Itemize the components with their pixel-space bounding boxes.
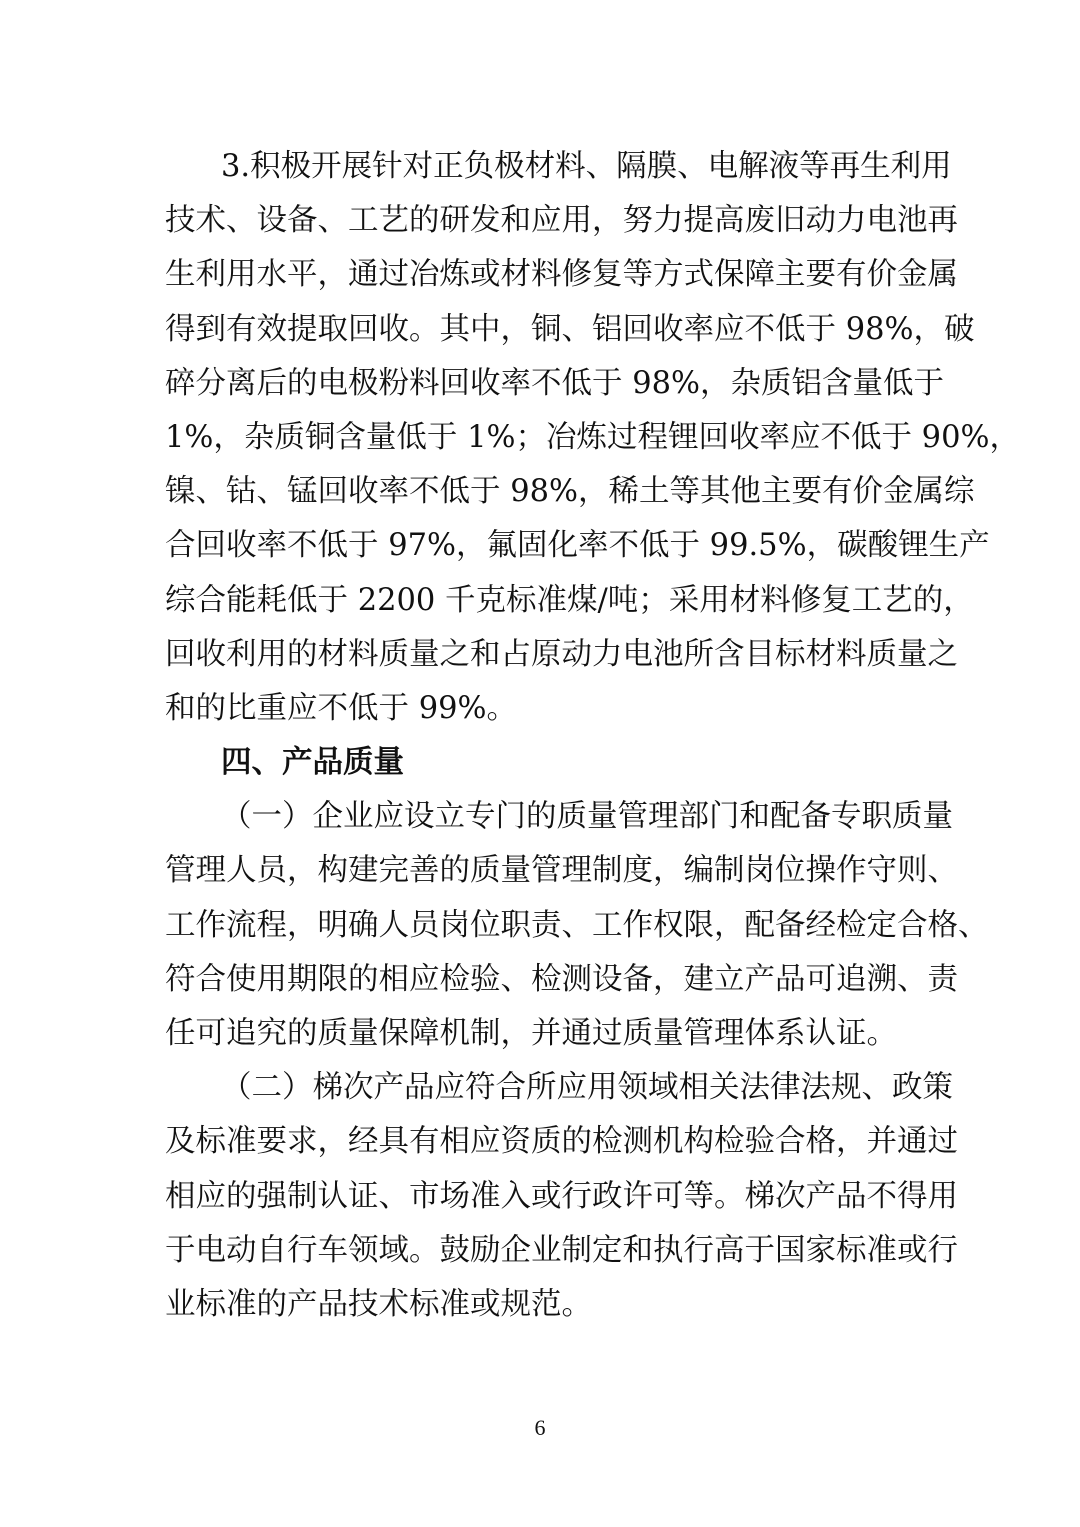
text-line: 技术、设备、工艺的研发和应用，努力提高废旧动力电池再 bbox=[165, 203, 958, 239]
text-line: （一）企业应设立专门的质量管理部门和配备专职质量 bbox=[221, 799, 953, 835]
text-line: 及标准要求，经具有相应资质的检测机构检验合格，并通过 bbox=[165, 1124, 958, 1160]
page-number: 6 bbox=[534, 1415, 546, 1440]
text-line: 于电动自行车领域。鼓励企业制定和执行高于国家标准或行 bbox=[165, 1232, 958, 1268]
text-line: 综合能耗低于 2200 千克标准煤/吨；采用材料修复工艺的， bbox=[165, 582, 974, 618]
text-line: 合回收率不低于 97%，氟固化率不低于 99.5%，碳酸锂生产 bbox=[165, 528, 990, 564]
text-line: 3.积极开展针对正负极材料、隔膜、电解液等再生利用 bbox=[221, 149, 952, 184]
text-line: 回收利用的材料质量之和占原动力电池所含目标材料质量之 bbox=[165, 636, 958, 672]
paragraph-quality-management bbox=[165, 790, 989, 1061]
paragraph-cascade-products bbox=[165, 1061, 958, 1332]
document-body bbox=[165, 140, 1020, 1332]
text-line: 生利用水平，通过冶炼或材料修复等方式保障主要有价金属 bbox=[165, 257, 958, 293]
text-line: 镍、钴、锰回收率不低于 98%，稀土等其他主要有价金属综 bbox=[165, 474, 975, 510]
text-line: 相应的强制认证、市场准入或行政许可等。梯次产品不得用 bbox=[165, 1178, 958, 1214]
text-line: 管理人员，构建完善的质量管理制度，编制岗位操作守则、 bbox=[165, 853, 958, 889]
text-line: （二）梯次产品应符合所应用领域相关法律法规、政策 bbox=[221, 1070, 953, 1106]
paragraph-recycling-technology bbox=[165, 140, 1020, 736]
section-heading: 四、产品质量 bbox=[221, 745, 404, 781]
text-line: 工作流程，明确人员岗位职责、工作权限，配备经检定合格、 bbox=[165, 907, 989, 943]
text-line: 1%，杂质铜含量低于 1%；冶炼过程锂回收率应不低于 90%， bbox=[165, 419, 1020, 455]
text-line: 得到有效提取回收。其中，铜、铝回收率应不低于 98%，破 bbox=[165, 311, 975, 347]
text-line: 符合使用期限的相应检验、检测设备，建立产品可追溯、责 bbox=[165, 961, 958, 997]
text-line: 业标准的产品技术标准或规范。 bbox=[165, 1286, 592, 1322]
text-line: 任可追究的质量保障机制，并通过质量管理体系认证。 bbox=[165, 1016, 897, 1051]
text-line: 和的比重应不低于 99%。 bbox=[165, 690, 517, 726]
text-line: 碎分离后的电极粉料回收率不低于 98%，杂质铝含量低于 bbox=[165, 365, 944, 401]
